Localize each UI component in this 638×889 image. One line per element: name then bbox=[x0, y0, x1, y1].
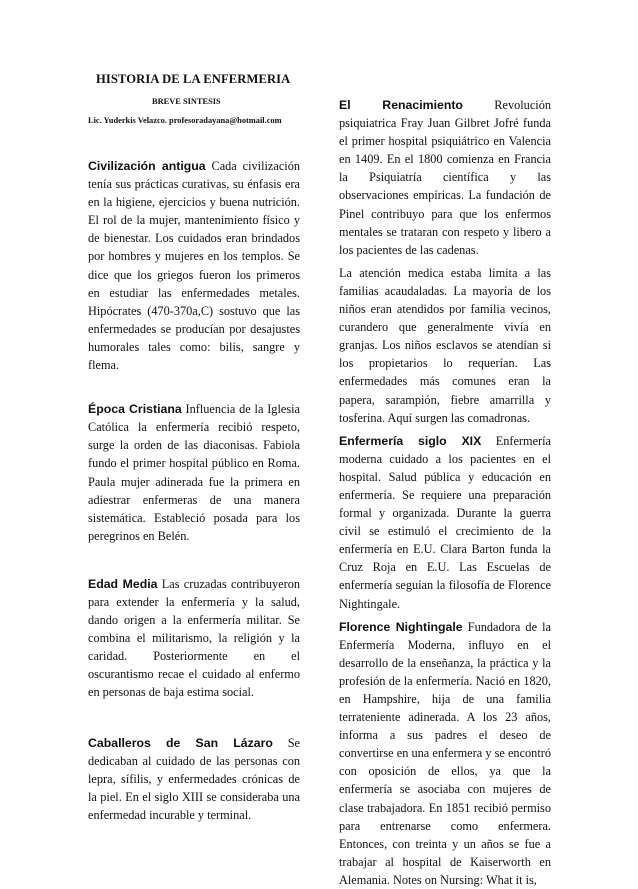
left-column bbox=[88, 157, 300, 824]
section-heading: Caballeros de San Lázaro bbox=[88, 735, 273, 750]
section-text: Fundadora de la Enfermería Moderna, influyo en el desarrollo de la enseñanza, la práctica y la profesión de la enfermería. Nació en 1820, en Hampshire, hija de una familia terrateniente adinerada. A los 23 años, informa a sus padres el deseo de convertirse en una enfermera y se encontró con oposición de ellos, ya que la enfermería se asociaba con mujeres de clase trabajadora. En 1851 recibió permiso para entrenarse como enfermera. Entonces, con treinta y un años se fue a trabajar al hospital de Kaiserworth en Alemania. Notes on Nursing: What it is, bbox=[339, 619, 551, 887]
section-atencion-medica bbox=[339, 264, 551, 427]
section-epoca-cristiana bbox=[88, 400, 300, 545]
section-heading: Edad Media bbox=[88, 576, 158, 591]
section-text: Cada civilización tenía sus prácticas curativas, su énfasis era en la higiene, ejercicios y buena nutrición. El rol de la mujer, mantenimiento físico y de bienestar. Los cuidados eran brindados por hombres y mujeres en los templos. Se dice que los griegos fueron los primeros en estudiar las enfermedades metales. Hipócrates (470-370a,C) sostuvo que las enfermedades se producían por desajustes humorales tales como: bilis, sangre y flema. bbox=[88, 159, 300, 373]
section-heading: Enfermería siglo XIX bbox=[339, 433, 482, 448]
section-heading: Época Cristiana bbox=[88, 402, 182, 417]
section-heading: Florence Nightingale bbox=[339, 619, 463, 634]
section-enfermeria-siglo-xix bbox=[339, 432, 551, 613]
section-text: Revolución psiquiatrica Fray Juan Gilbret Jofré funda el primer hospital psiquiátrico en Valencia en 1409. En el 1800 comienza en Francia la Psiquiatría científica y las observaciones empíricas. La fundación de Pinel contribuyo para que los enfermos mentales se trataran con respeto y libero a los pacientes de las cadenas. bbox=[339, 98, 551, 257]
right-column bbox=[339, 96, 551, 889]
document-author: Lic. Yuderkis Velazco. profesoradayana@hotmail.com bbox=[88, 116, 282, 125]
section-heading: El Renacimiento bbox=[339, 98, 463, 112]
section-civilizacion-antigua bbox=[88, 157, 300, 374]
section-caballeros-san-lazaro bbox=[88, 734, 300, 824]
section-text: Enfermería moderna cuidado a los pacientes en el hospital. Salud pública y educación en enfermería. Se requiere una preparación formal y organizada. Durante la guerra civil se estimuló el crecimiento de la enfermería en E.U. Clara Barton funda la Cruz Roja en E.U. Las Escuelas de enfermería seguían la filosofía de Florence Nightingale. bbox=[339, 433, 551, 611]
section-el-renacimiento bbox=[339, 96, 551, 259]
section-text: Se dedicaban al cuidado de las personas con lepra, sífilis, y enfermedades crónicas de la piel. En el siglo XIII se consideraba una enfermedad incurable y terminal. bbox=[88, 735, 301, 822]
section-heading: Civilización antigua bbox=[88, 159, 206, 173]
document-title: HISTORIA DE LA ENFERMERIA bbox=[96, 72, 291, 86]
document-subtitle: BREVE SINTESIS bbox=[152, 97, 221, 106]
section-text: La atención medica estaba limita a las familias acaudaladas. La mayoría de los niños eran atendidos por familia vecinos, curandero que generalmente vivía en granjas. Los niños esclavos se atendían si los propietarios lo requerían. Las enfermedades más comunes eran la papera, sarampión, fiebre amarrilla y tosferina. Aquí surgen las comadronas. bbox=[339, 265, 551, 425]
section-edad-media bbox=[88, 575, 300, 702]
section-text: Las cruzadas contribuyeron para extender la enfermería y la salud, dando origen a la enfermería militar. Se combina el militarismo, la religión y la caridad. Posteriormente en el oscurantismo recae el cuidado al enfermo en personas de baja estima social. bbox=[88, 576, 300, 700]
section-florence-nightingale bbox=[339, 618, 551, 889]
section-text: Influencia de la Iglesia Católica la enfermería recibió respeto, surge la orden de las diaconisas. Fabiola fundo el primer hospital público en Roma. Paula mujer adinerada fue la primera en adiestrar enfermeras de una manera sistemática. Estableció posada para los peregrinos en Belén. bbox=[88, 402, 300, 543]
